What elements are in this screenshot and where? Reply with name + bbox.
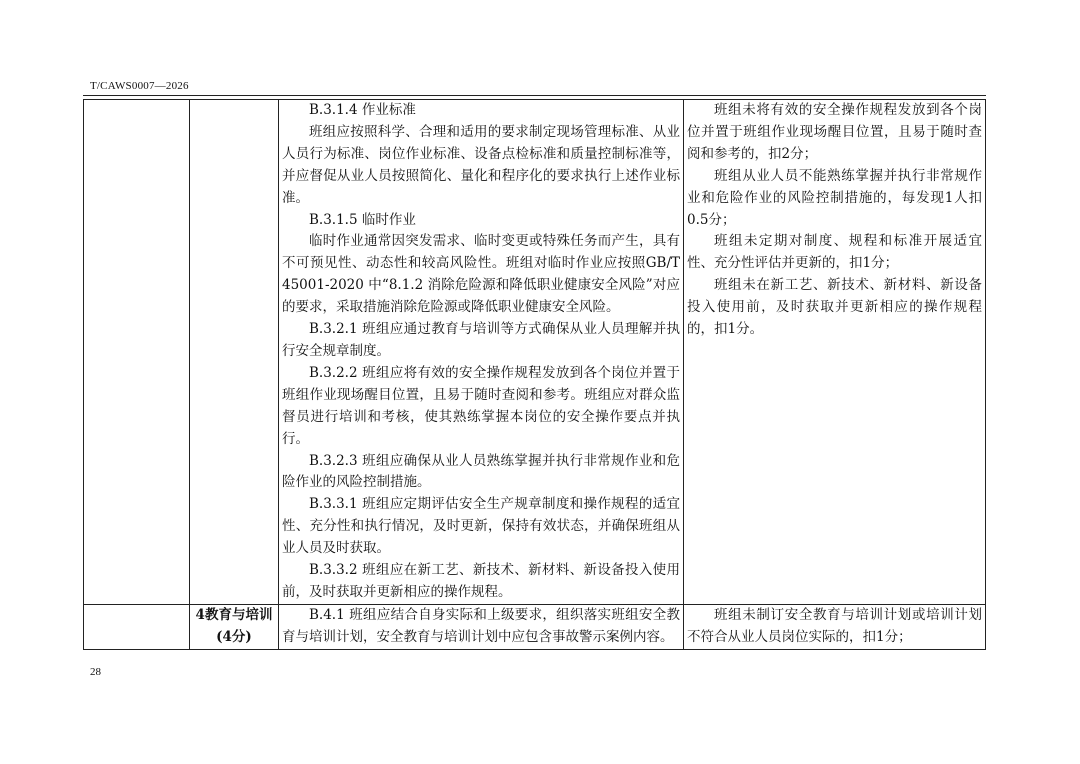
requirement-paragraph: B.3.3.2 班组应在新工艺、新技术、新材料、新设备投入使用前，及时获取并更新相应的操作规程。 [282,562,680,600]
scoring-paragraph: 班组未在新工艺、新技术、新材料、新设备投入使用前，及时获取并更新相应的操作规程的，扣1分。 [687,277,982,338]
assessment-table [83,99,986,650]
requirement-paragraph: B.3.3.1 班组应定期评估安全生产规章制度和操作规程的适宜性、充分性和执行情况，及时更新，保持有效状态，并确保班组从业人员及时获取。 [282,496,680,557]
table-row [84,100,986,605]
document-code: T/CAWS0007—2026 [90,80,189,92]
scoring-paragraph: 班组未将有效的安全操作规程发放到各个岗位并置于班组作业现场醒目位置，且易于随时查阅和参考的，扣2分； [687,102,982,162]
table-row [84,604,986,649]
requirements-cell [279,604,684,649]
category-label: 4教育与培训(4分) [195,606,273,645]
requirement-paragraph: 临时作业通常因突发需求、临时变更或特殊任务而产生，具有不可预见性、动态性和较高风险性。班组对临时作业应按照GB/T 45001-2020 中“8.1.2 消除危险源和降低职业健康安全风险”对应的要求，采取措施消除危险源或降低职业健康安全风险。 [282,233,680,316]
scoring-cell [684,100,986,605]
scoring-paragraph: 班组未定期对制度、规程和标准开展适宜性、充分性评估并更新的，扣1分； [687,233,982,272]
level1-cell [84,100,190,605]
requirement-paragraph: B.3.1.4 作业标准 [309,102,416,118]
scoring-paragraph: 班组未制订安全教育与培训计划或培训计划不符合从业人员岗位实际的，扣1分； [687,606,982,645]
level1-cell [84,604,190,649]
requirement-paragraph: B.4.1 班组应结合自身实际和上级要求，组织落实班组安全教育与培训计划，安全教育与培训计划中应包含事故警示案例内容。 [282,606,680,645]
requirement-paragraph: B.3.2.3 班组应确保从业人员熟练掌握并执行非常规作业和危险作业的风险控制措施。 [282,452,680,491]
category-cell [190,100,279,605]
requirements-cell [279,100,684,605]
scoring-paragraph: 班组从业人员不能熟练掌握并执行非常规作业和危险作业的风险控制措施的，每发现1人扣0.5分； [687,167,982,228]
page-number: 28 [90,666,101,678]
category-cell [190,604,279,649]
requirement-paragraph: 班组应按照科学、合理和适用的要求制定现场管理标准、从业人员行为标准、岗位作业标准、设备点检标准和质量控制标准等，并应督促从业人员按照简化、量化和程序化的要求执行上述作业标准。 [282,123,680,206]
requirement-paragraph: B.3.2.2 班组应将有效的安全操作规程发放到各个岗位并置于班组作业现场醒目位置，且易于随时查阅和参考。班组应对群众监督员进行培训和考核，使其熟练掌握本岗位的安全操作要点并执行。 [282,364,680,447]
requirement-paragraph: B.3.1.5 临时作业 [309,211,416,228]
requirement-paragraph: B.3.2.1 班组应通过教育与培训等方式确保从业人员理解并执行安全规章制度。 [282,321,680,359]
scoring-cell [684,604,986,649]
header-rule [83,95,986,96]
